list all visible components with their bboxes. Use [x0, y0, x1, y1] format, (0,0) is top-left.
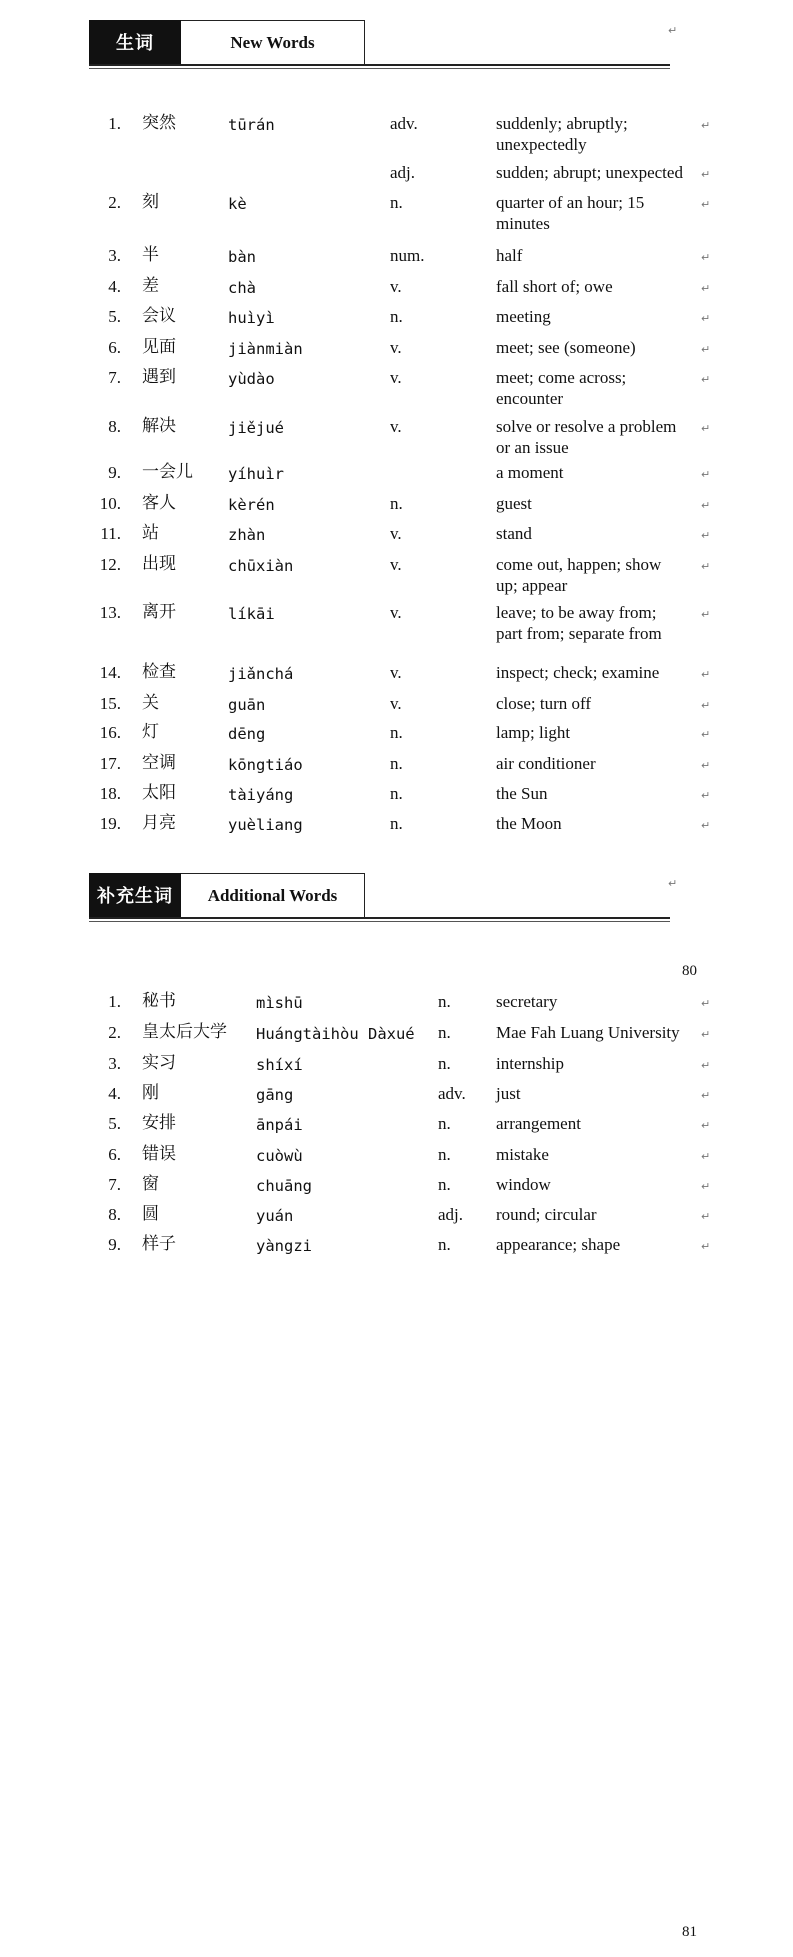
return-mark-icon: ↵ [701, 728, 711, 741]
return-mark-icon: ↵ [701, 668, 711, 681]
header-rule [89, 64, 670, 66]
entry-pinyin: cuòwù [256, 1147, 303, 1165]
entry-part-of-speech: n. [390, 494, 403, 513]
entry-number: 9. [108, 1235, 121, 1254]
entry-definition: come out, happen; show [496, 555, 662, 574]
entry-part-of-speech: n. [390, 754, 403, 773]
entry-definition: secretary [496, 992, 558, 1011]
entry-definition: encounter [496, 389, 564, 408]
entry-hanzi: 空调 [142, 753, 176, 773]
entry-pinyin: Huángtàihòu Dàxué [256, 1025, 415, 1043]
return-mark-icon: ↵ [701, 560, 711, 573]
entry-part-of-speech: v. [390, 368, 402, 387]
return-mark-icon: ↵ [701, 1089, 711, 1102]
entry-definition: or an issue [496, 438, 569, 457]
entry-hanzi: 一会儿 [142, 462, 193, 482]
entry-definition: the Moon [496, 814, 562, 833]
section-label-en: New Words [181, 20, 365, 65]
entry-hanzi: 刻 [142, 192, 159, 212]
entry-hanzi: 检查 [142, 662, 176, 682]
entry-number: 16. [99, 723, 121, 742]
entry-pinyin: jiějué [228, 419, 284, 437]
entry-pinyin: yùdào [228, 370, 275, 388]
entry-number: 5. [108, 307, 121, 326]
header-rule-thin [89, 921, 670, 922]
entry-part-of-speech: n. [438, 1145, 451, 1164]
entry-pinyin: yàngzi [256, 1237, 312, 1255]
entry-number: 4. [108, 277, 121, 296]
entry-part-of-speech: num. [390, 246, 425, 265]
return-mark-icon: ↵ [701, 198, 711, 211]
entry-pinyin: huìyì [228, 309, 275, 327]
entry-definition: suddenly; abruptly; [496, 114, 628, 133]
entry-definition: leave; to be away from; [496, 603, 657, 622]
entry-number: 3. [108, 1054, 121, 1073]
return-mark-icon: ↵ [701, 422, 711, 435]
entry-definition: the Sun [496, 784, 548, 803]
entry-number: 8. [108, 417, 121, 436]
entry-number: 9. [108, 463, 121, 482]
return-mark-icon: ↵ [701, 1028, 711, 1041]
entry-definition: inspect; check; examine [496, 663, 660, 682]
return-mark-icon: ↵ [701, 499, 711, 512]
return-mark-icon: ↵ [668, 877, 678, 890]
return-mark-icon: ↵ [701, 608, 711, 621]
entry-part-of-speech: adv. [390, 114, 418, 133]
return-mark-icon: ↵ [701, 168, 711, 181]
entry-hanzi: 解决 [142, 416, 176, 436]
entry-number: 2. [108, 193, 121, 212]
entry-hanzi: 窗 [142, 1174, 159, 1194]
entry-part-of-speech: n. [438, 1023, 451, 1042]
entry-part-of-speech: n. [390, 193, 403, 212]
entry-number: 1. [108, 114, 121, 133]
return-mark-icon: ↵ [701, 312, 711, 325]
entry-part-of-speech: v. [390, 694, 402, 713]
entry-pinyin: chuāng [256, 1177, 312, 1195]
return-mark-icon: ↵ [701, 1119, 711, 1132]
return-mark-icon: ↵ [701, 373, 711, 386]
return-mark-icon: ↵ [701, 1240, 711, 1253]
entry-definition: up; appear [496, 576, 568, 595]
entry-definition: air conditioner [496, 754, 596, 773]
entry-number: 3. [108, 246, 121, 265]
return-mark-icon: ↵ [701, 529, 711, 542]
entry-hanzi: 半 [142, 245, 159, 265]
return-mark-icon: ↵ [701, 789, 711, 802]
entry-pinyin: kè [228, 195, 247, 213]
entry-part-of-speech: n. [438, 992, 451, 1011]
entry-number: 8. [108, 1205, 121, 1224]
entry-pinyin: jiǎnchá [228, 665, 294, 683]
entry-definition: part from; separate from [496, 624, 662, 643]
entry-number: 12. [99, 555, 121, 574]
entry-part-of-speech: n. [390, 307, 403, 326]
entry-number: 11. [100, 524, 121, 543]
entry-definition: Mae Fah Luang University [496, 1023, 680, 1042]
entry-part-of-speech: v. [390, 663, 402, 682]
return-mark-icon: ↵ [701, 1180, 711, 1193]
entry-pinyin: shíxí [256, 1056, 303, 1074]
return-mark-icon: ↵ [701, 1059, 711, 1072]
return-mark-icon: ↵ [701, 819, 711, 832]
entry-number: 18. [99, 784, 121, 803]
entry-part-of-speech: adv. [438, 1084, 466, 1103]
entry-number: 10. [99, 494, 121, 513]
entry-number: 1. [108, 992, 121, 1011]
entry-number: 7. [108, 368, 121, 387]
entry-hanzi: 见面 [142, 337, 176, 357]
entry-number: 19. [99, 814, 121, 833]
entry-hanzi: 圆 [142, 1204, 159, 1224]
entry-number: 6. [108, 1145, 121, 1164]
return-mark-icon: ↵ [701, 1150, 711, 1163]
entry-pinyin: jiànmiàn [228, 340, 303, 358]
entry-number: 14. [99, 663, 121, 682]
entry-definition: sudden; abrupt; unexpected [496, 163, 683, 182]
header-rule [89, 917, 670, 919]
entry-part-of-speech: adj. [438, 1205, 464, 1224]
return-mark-icon: ↵ [701, 343, 711, 356]
entry-definition: internship [496, 1054, 564, 1073]
entry-hanzi: 错误 [142, 1144, 176, 1164]
entry-pinyin: zhàn [228, 526, 266, 544]
entry-part-of-speech: n. [438, 1235, 451, 1254]
entry-definition: mistake [496, 1145, 549, 1164]
return-mark-icon: ↵ [701, 759, 711, 772]
entry-pinyin: chūxiàn [228, 557, 294, 575]
entry-number: 5. [108, 1114, 121, 1133]
entry-hanzi: 灯 [142, 722, 159, 742]
entry-hanzi: 出现 [142, 554, 176, 574]
entry-pinyin: líkāi [228, 605, 275, 623]
entry-definition: guest [496, 494, 532, 513]
entry-pinyin: kèrén [228, 496, 275, 514]
entry-definition: unexpectedly [496, 135, 587, 154]
entry-hanzi: 遇到 [142, 367, 176, 387]
return-mark-icon: ↵ [701, 1210, 711, 1223]
entry-part-of-speech: v. [390, 338, 402, 357]
entry-number: 7. [108, 1175, 121, 1194]
entry-hanzi: 站 [142, 523, 159, 543]
entry-definition: arrangement [496, 1114, 581, 1133]
entry-definition: half [496, 246, 523, 265]
entry-pinyin: tàiyáng [228, 786, 294, 804]
entry-definition: meet; come across; [496, 368, 627, 387]
entry-part-of-speech: n. [390, 723, 403, 742]
entry-pinyin: chà [228, 279, 256, 297]
entry-hanzi: 秘书 [142, 991, 176, 1011]
entry-part-of-speech: adj. [390, 163, 416, 182]
entry-hanzi: 皇太后大学 [142, 1022, 227, 1042]
entry-number: 17. [99, 754, 121, 773]
entry-hanzi: 离开 [142, 602, 176, 622]
entry-definition: minutes [496, 214, 550, 233]
entry-definition: window [496, 1175, 551, 1194]
entry-definition: solve or resolve a problem [496, 417, 677, 436]
entry-part-of-speech: v. [390, 555, 402, 574]
entry-hanzi: 会议 [142, 306, 176, 326]
entry-pinyin: guān [228, 696, 266, 714]
section-label-en: Additional Words [181, 873, 365, 918]
entry-definition: just [496, 1084, 521, 1103]
entry-number: 4. [108, 1084, 121, 1103]
entry-hanzi: 刚 [142, 1083, 159, 1103]
entry-hanzi: 关 [142, 693, 159, 713]
entry-definition: round; circular [496, 1205, 597, 1224]
entry-part-of-speech: n. [390, 784, 403, 803]
entry-hanzi: 差 [142, 276, 159, 296]
entry-definition: meeting [496, 307, 551, 326]
entry-hanzi: 月亮 [142, 813, 176, 833]
entry-pinyin: ānpái [256, 1116, 303, 1134]
entry-definition: a moment [496, 463, 564, 482]
entry-part-of-speech: n. [438, 1114, 451, 1133]
entry-number: 15. [99, 694, 121, 713]
entry-hanzi: 太阳 [142, 783, 176, 803]
entry-part-of-speech: v. [390, 417, 402, 436]
page-number: 80 [682, 963, 697, 979]
entry-number: 6. [108, 338, 121, 357]
section-label-zh: 生词 [89, 20, 181, 64]
entry-pinyin: yuèliang [228, 816, 303, 834]
entry-pinyin: gāng [256, 1086, 294, 1104]
entry-pinyin: dēng [228, 725, 266, 743]
entry-definition: quarter of an hour; 15 [496, 193, 645, 212]
return-mark-icon: ↵ [668, 24, 678, 37]
entry-definition: stand [496, 524, 532, 543]
entry-pinyin: yíhuìr [228, 465, 284, 483]
return-mark-icon: ↵ [701, 468, 711, 481]
return-mark-icon: ↵ [701, 119, 711, 132]
entry-hanzi: 样子 [142, 1234, 176, 1254]
return-mark-icon: ↵ [701, 699, 711, 712]
page-number: 81 [682, 1924, 697, 1940]
entry-pinyin: yuán [256, 1207, 294, 1225]
entry-number: 2. [108, 1023, 121, 1042]
return-mark-icon: ↵ [701, 997, 711, 1010]
entry-hanzi: 安排 [142, 1113, 176, 1133]
entry-definition: meet; see (someone) [496, 338, 636, 357]
entry-pinyin: kōngtiáo [228, 756, 303, 774]
entry-definition: fall short of; owe [496, 277, 613, 296]
entry-hanzi: 突然 [142, 113, 176, 133]
header-rule-thin [89, 68, 670, 69]
entry-part-of-speech: n. [438, 1054, 451, 1073]
entry-hanzi: 客人 [142, 493, 176, 513]
entry-part-of-speech: v. [390, 277, 402, 296]
entry-part-of-speech: n. [438, 1175, 451, 1194]
entry-hanzi: 实习 [142, 1053, 176, 1073]
entry-pinyin: mìshū [256, 994, 303, 1012]
section-label-zh: 补充生词 [89, 873, 181, 917]
entry-part-of-speech: v. [390, 603, 402, 622]
entry-part-of-speech: n. [390, 814, 403, 833]
entry-pinyin: tūrán [228, 116, 275, 134]
entry-number: 13. [99, 603, 121, 622]
return-mark-icon: ↵ [701, 282, 711, 295]
entry-pinyin: bàn [228, 248, 256, 266]
entry-definition: appearance; shape [496, 1235, 621, 1254]
entry-definition: lamp; light [496, 723, 571, 742]
entry-part-of-speech: v. [390, 524, 402, 543]
return-mark-icon: ↵ [701, 251, 711, 264]
entry-definition: close; turn off [496, 694, 592, 713]
